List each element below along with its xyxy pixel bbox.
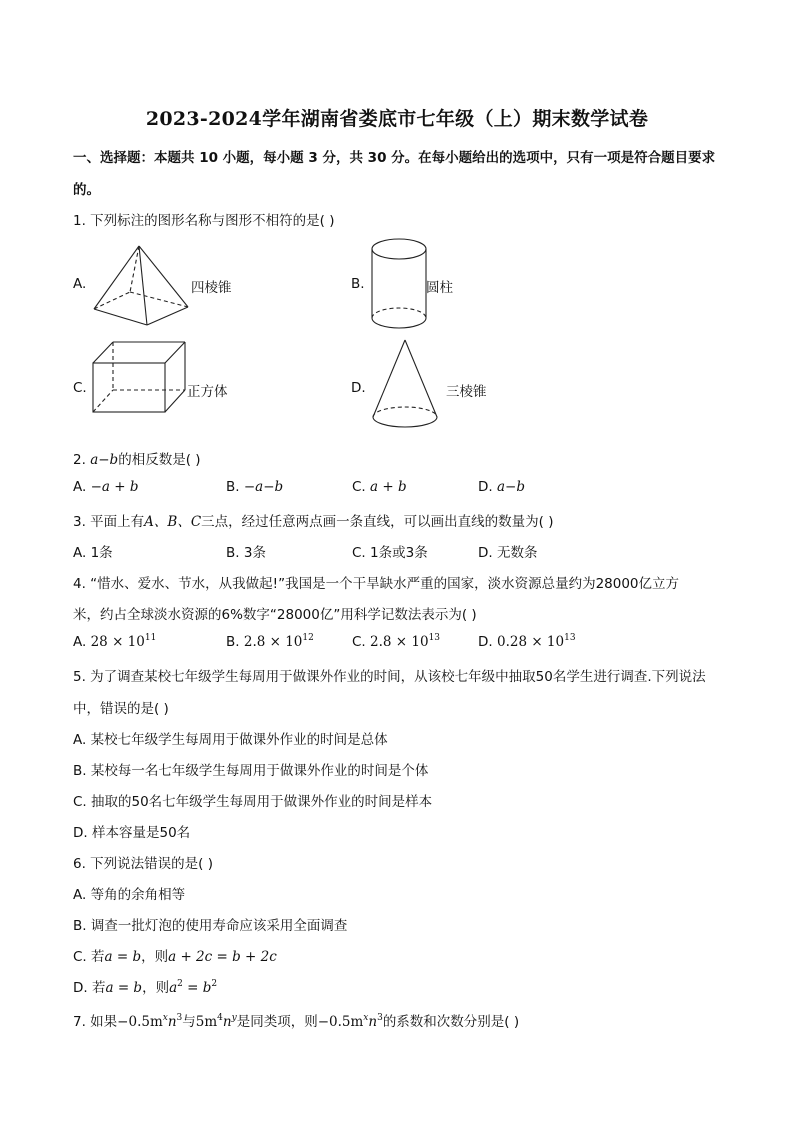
q4-option-b: B. $2.8 \times 10^{12}$ bbox=[226, 633, 314, 650]
q3-points: A、B、C bbox=[144, 514, 202, 530]
q6-option-b: B. 调查一批灯泡的使用寿命应该采用全面调查 bbox=[73, 918, 348, 934]
q2-option-c: C. a + b bbox=[352, 479, 407, 495]
q5-stem-line1: 5. 为了调查某校七年级学生每周用于做课外作业的时间，从该校七年级中抽取50名学生进行调查.下列说法 bbox=[73, 669, 706, 685]
q2-option-a: A. −a + b bbox=[73, 479, 139, 495]
q6-option-d: D. 若a = b，则$a^2 = b^2$ bbox=[73, 979, 218, 996]
q3-option-b: B. 3条 bbox=[226, 545, 266, 561]
q1-option-a-label: 四棱锥 bbox=[191, 280, 232, 296]
q3-option-d: D. 无数条 bbox=[478, 545, 538, 561]
q4-option-c: C. $2.8 \times 10^{13}$ bbox=[352, 633, 441, 650]
q7-stem: 7. 如果$-0.5m^xn^3$与$5m^4n^y$是同类项，则$-0.5m^xn^3$的系数和次数分别是( ) bbox=[73, 1013, 520, 1030]
q4-option-d: D. $0.28 \times 10^{13}$ bbox=[478, 633, 576, 650]
q1-option-b-letter: B. bbox=[351, 276, 365, 292]
q1-option-d-letter: D. bbox=[351, 380, 366, 396]
q5-option-d: D. 样本容量是50名 bbox=[73, 825, 191, 841]
q5-option-c: C. 抽取的50名七年级学生每周用于做课外作业的时间是样本 bbox=[73, 794, 433, 810]
q3-option-c: C. 1条或3条 bbox=[352, 545, 428, 561]
q1-stem: 1. 下列标注的图形名称与图形不相符的是( ) bbox=[73, 213, 335, 229]
cube-icon bbox=[90, 339, 190, 415]
q1-option-b-label: 圆柱 bbox=[426, 280, 453, 296]
cone-icon bbox=[369, 337, 441, 431]
q6-option-c: C. 若a = b，则a + 2c = b + 2c bbox=[73, 949, 277, 965]
q5-option-a: A. 某校七年级学生每周用于做课外作业的时间是总体 bbox=[73, 732, 388, 748]
q1-option-c-label: 正方体 bbox=[187, 384, 228, 400]
q3-stem: 3. 平面上有A、B、C三点，经过任意两点画一条直线，可以画出直线的数量为( ) bbox=[73, 514, 554, 530]
q2-option-b: B. −a−b bbox=[226, 479, 284, 495]
q2-option-d: D. a−b bbox=[478, 479, 525, 495]
q6-option-a: A. 等角的余角相等 bbox=[73, 887, 186, 903]
q4-stem-line1: 4. “惜水、爱水、节水，从我做起!”我国是一个干旱缺水严重的国家，淡水资源总量约为28000亿立方 bbox=[73, 576, 680, 592]
q1-option-c-letter: C. bbox=[73, 380, 87, 396]
q6-stem: 6. 下列说法错误的是( ) bbox=[73, 856, 213, 872]
q5-stem-line2: 中，错误的是( ) bbox=[73, 701, 169, 717]
q2-stem bbox=[73, 448, 201, 468]
q1-option-d-label: 三棱锥 bbox=[446, 384, 487, 400]
q4-option-a: A. $28 \times 10^{11}$ bbox=[73, 633, 157, 650]
q3-option-a: A. 1条 bbox=[73, 545, 113, 561]
q2-expression: a−b bbox=[90, 452, 119, 468]
q4-stem-line2: 米，约占全球淡水资源的6%数字“28000亿”用科学记数法表示为( ) bbox=[73, 607, 477, 623]
q2-number: 2. bbox=[73, 452, 86, 468]
q5-option-b: B. 某校每一名七年级学生每周用于做课外作业的时间是个体 bbox=[73, 763, 429, 779]
section-heading-line1: 一、选择题：本题共 10 小题，每小题 3 分，共 30 分。在每小题给出的选项中，只有一项是符合题目要求 bbox=[73, 150, 716, 166]
section-heading-line2: 的。 bbox=[73, 182, 100, 198]
q1-option-a-letter: A. bbox=[73, 276, 87, 292]
q2-stem-rest: 的相反数是( ) bbox=[118, 452, 201, 468]
cylinder-icon bbox=[368, 236, 430, 332]
page-title: 2023-2024学年湖南省娄底市七年级（上）期末数学试卷 bbox=[145, 108, 649, 130]
pyramid-icon bbox=[88, 243, 194, 329]
